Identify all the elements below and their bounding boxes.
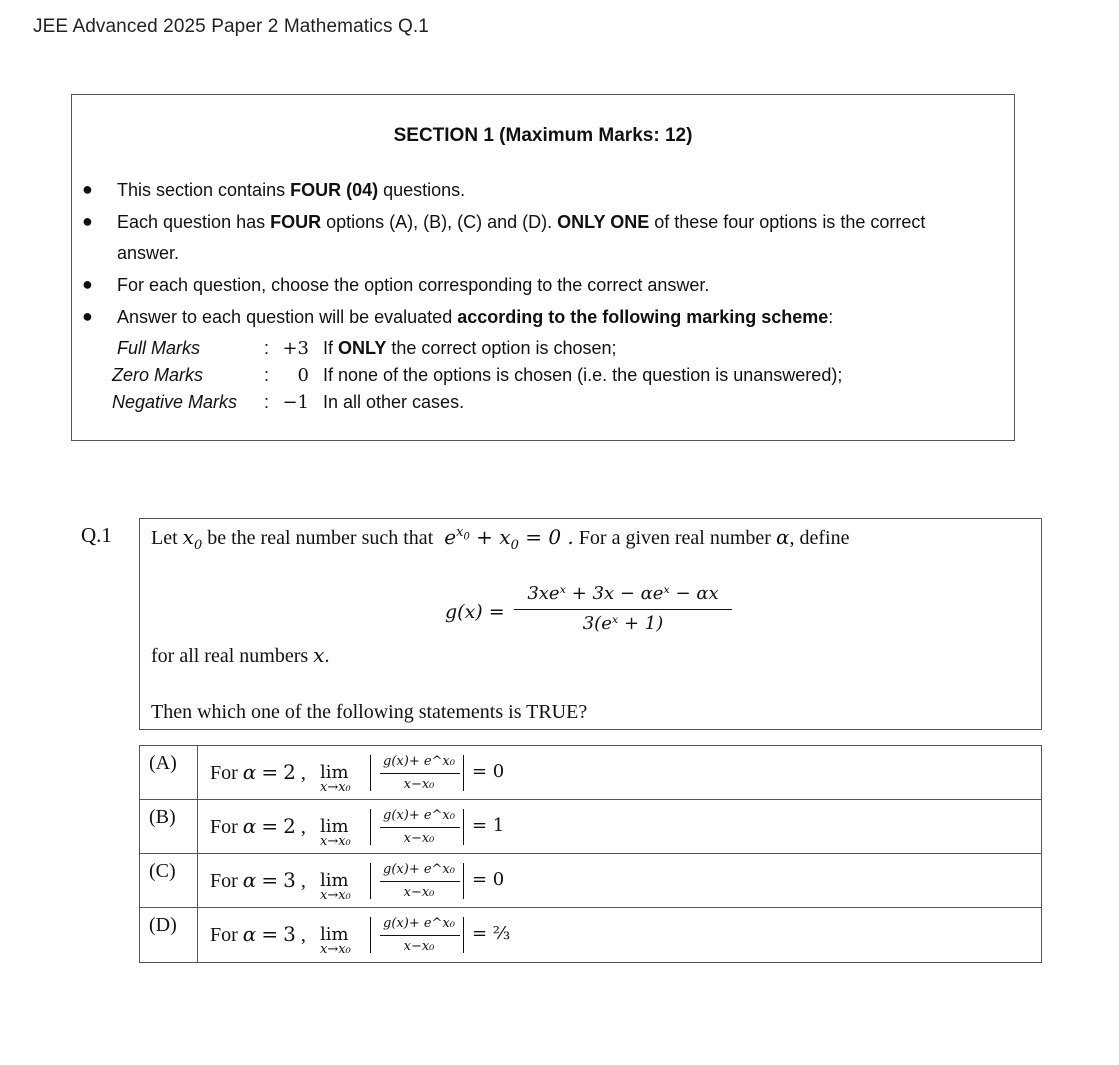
full-marks-desc: If ONLY the correct option is chosen;	[323, 338, 617, 358]
page-header: JEE Advanced 2025 Paper 2 Mathematics Q.1	[33, 16, 429, 37]
question-line-1: Let $x_0$ be the real number such that $e^{x_0} + x_0 = 0$ . For a given real number α, define	[151, 525, 850, 553]
bullet-1: This section contains FOUR (04) questions.	[117, 180, 466, 200]
negative-marks-desc: In all other cases.	[323, 392, 465, 412]
g-definition-lhs: g(x) =	[445, 601, 505, 623]
colon: :	[264, 338, 270, 358]
question-number: Q.1	[81, 523, 112, 547]
section-instructions-box	[71, 94, 1015, 441]
option-content: For α = 2 , lim x→x₀ g(x)+ e^x₀ x−x₀ = 0	[210, 754, 505, 795]
bullet-4: Answer to each question will be evaluated according to the following marking scheme:	[117, 307, 834, 327]
math-equation: $e^{x_0} + x_0 = 0$ .	[444, 525, 574, 553]
math-alpha: α	[775, 525, 790, 549]
options-table	[139, 745, 1042, 963]
option-content: For α = 3 , lim x→x₀ g(x)+ e^x₀ x−x₀ = ⅔	[210, 916, 511, 957]
option-label: (D)	[140, 908, 198, 962]
bullet-icon: ●	[82, 179, 93, 199]
math-x0: $x_0$	[182, 525, 203, 553]
negative-marks-value: −1	[282, 392, 309, 413]
option-row-a[interactable]	[140, 746, 1041, 800]
option-row-c[interactable]	[140, 854, 1041, 908]
g-numerator: 3xeˣ + 3x − αeˣ − αx	[527, 583, 719, 604]
g-denominator: 3(eˣ + 1)	[582, 613, 664, 634]
question-line-4: Then which one of the following statements is TRUE?	[151, 701, 588, 723]
option-row-d[interactable]	[140, 908, 1041, 962]
zero-marks-value: 0	[297, 365, 309, 386]
bullet-2: Each question has FOUR options (A), (B), (C) and (D). ONLY ONE of these four options is the correct	[117, 212, 926, 232]
question-box	[139, 518, 1042, 730]
question-line-3: for all real numbers x.	[151, 643, 330, 667]
bullet-3: For each question, choose the option corresponding to the correct answer.	[117, 275, 710, 295]
option-row-b[interactable]	[140, 800, 1041, 854]
option-label: (C)	[140, 854, 198, 907]
option-label: (A)	[140, 746, 198, 799]
fraction-line	[514, 609, 732, 610]
bullet-2-continuation: answer.	[117, 243, 180, 263]
zero-marks-desc: If none of the options is chosen (i.e. the question is unanswered);	[323, 365, 843, 385]
option-content: For α = 2 , lim x→x₀ g(x)+ e^x₀ x−x₀ = 1	[210, 808, 505, 849]
negative-marks-label: Negative Marks	[112, 392, 238, 412]
option-label: (B)	[140, 800, 198, 853]
zero-marks-label: Zero Marks	[112, 365, 204, 385]
bullet-icon: ●	[82, 211, 93, 231]
bullet-icon: ●	[82, 274, 93, 294]
section-title: SECTION 1 (Maximum Marks: 12)	[393, 125, 693, 146]
option-content: For α = 3 , lim x→x₀ g(x)+ e^x₀ x−x₀ = 0	[210, 862, 505, 903]
full-marks-label: Full Marks	[117, 338, 201, 358]
colon: :	[264, 365, 270, 385]
bullet-icon: ●	[82, 306, 93, 326]
full-marks-value: +3	[282, 338, 309, 359]
colon: :	[264, 392, 270, 412]
